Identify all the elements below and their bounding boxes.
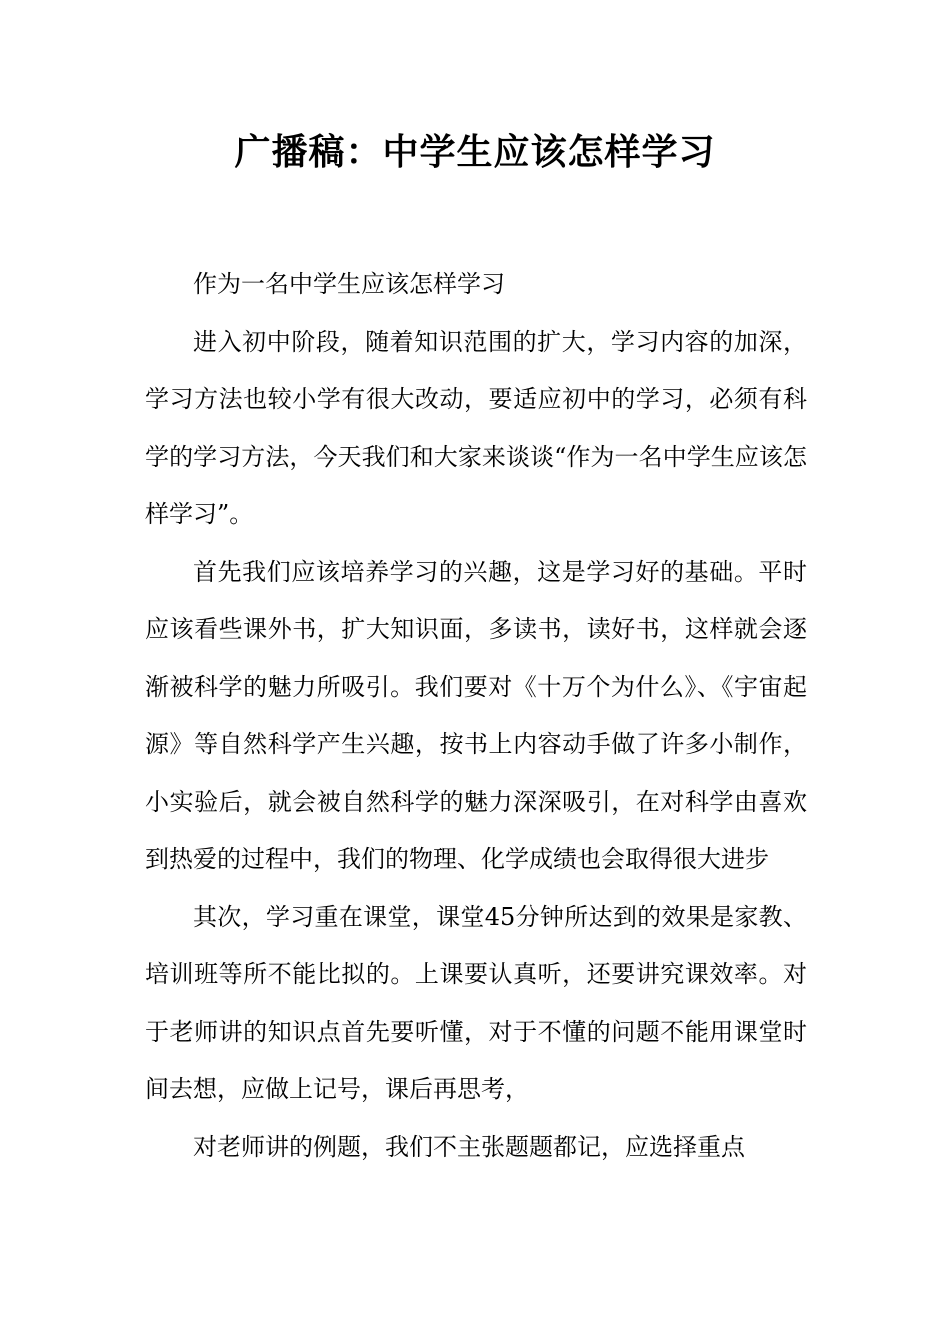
document-body	[145, 256, 807, 1176]
paragraph-subtitle: 作为一名中学生应该怎样学习	[193, 270, 505, 298]
document-title: 广播稿：中学生应该怎样学习	[234, 132, 716, 173]
paragraph-intro: 进入初中阶段，随着知识范围的扩大，学习内容的加深，学习方法也较小学有很大改动，要适应初中的学习，必须有科学的学习方法，今天我们和大家来谈谈“作为一名中学生应该怎样学习”。	[145, 327, 807, 528]
paragraph-examples: 对老师讲的例题，我们不主张题题都记，应选择重点	[193, 1132, 745, 1161]
paragraph-interest: 首先我们应该培养学习的兴趣，这是学习好的基础。平时应该看些课外书，扩大知识面，多读书，读好书，这样就会逐渐被科学的魅力所吸引。我们要对《十万个为什么》、《宇宙起源》等自然科学产生兴趣，按书上内容动手做了许多小制作，小实验后，就会被自然科学的魅力深深吸引，在对科学由喜欢到热爱的过程中，我们的物理、化学成绩也会取得很大进步	[145, 557, 807, 873]
paragraph-classroom: 其次，学习重在课堂，课堂45分钟所达到的效果是家教、培训班等所不能比拟的。上课要认真听，还要讲究课效率。对于老师讲的知识点首先要听懂，对于不懂的问题不能用课堂时间去想，应做上记号，课后再思考，	[145, 902, 807, 1103]
